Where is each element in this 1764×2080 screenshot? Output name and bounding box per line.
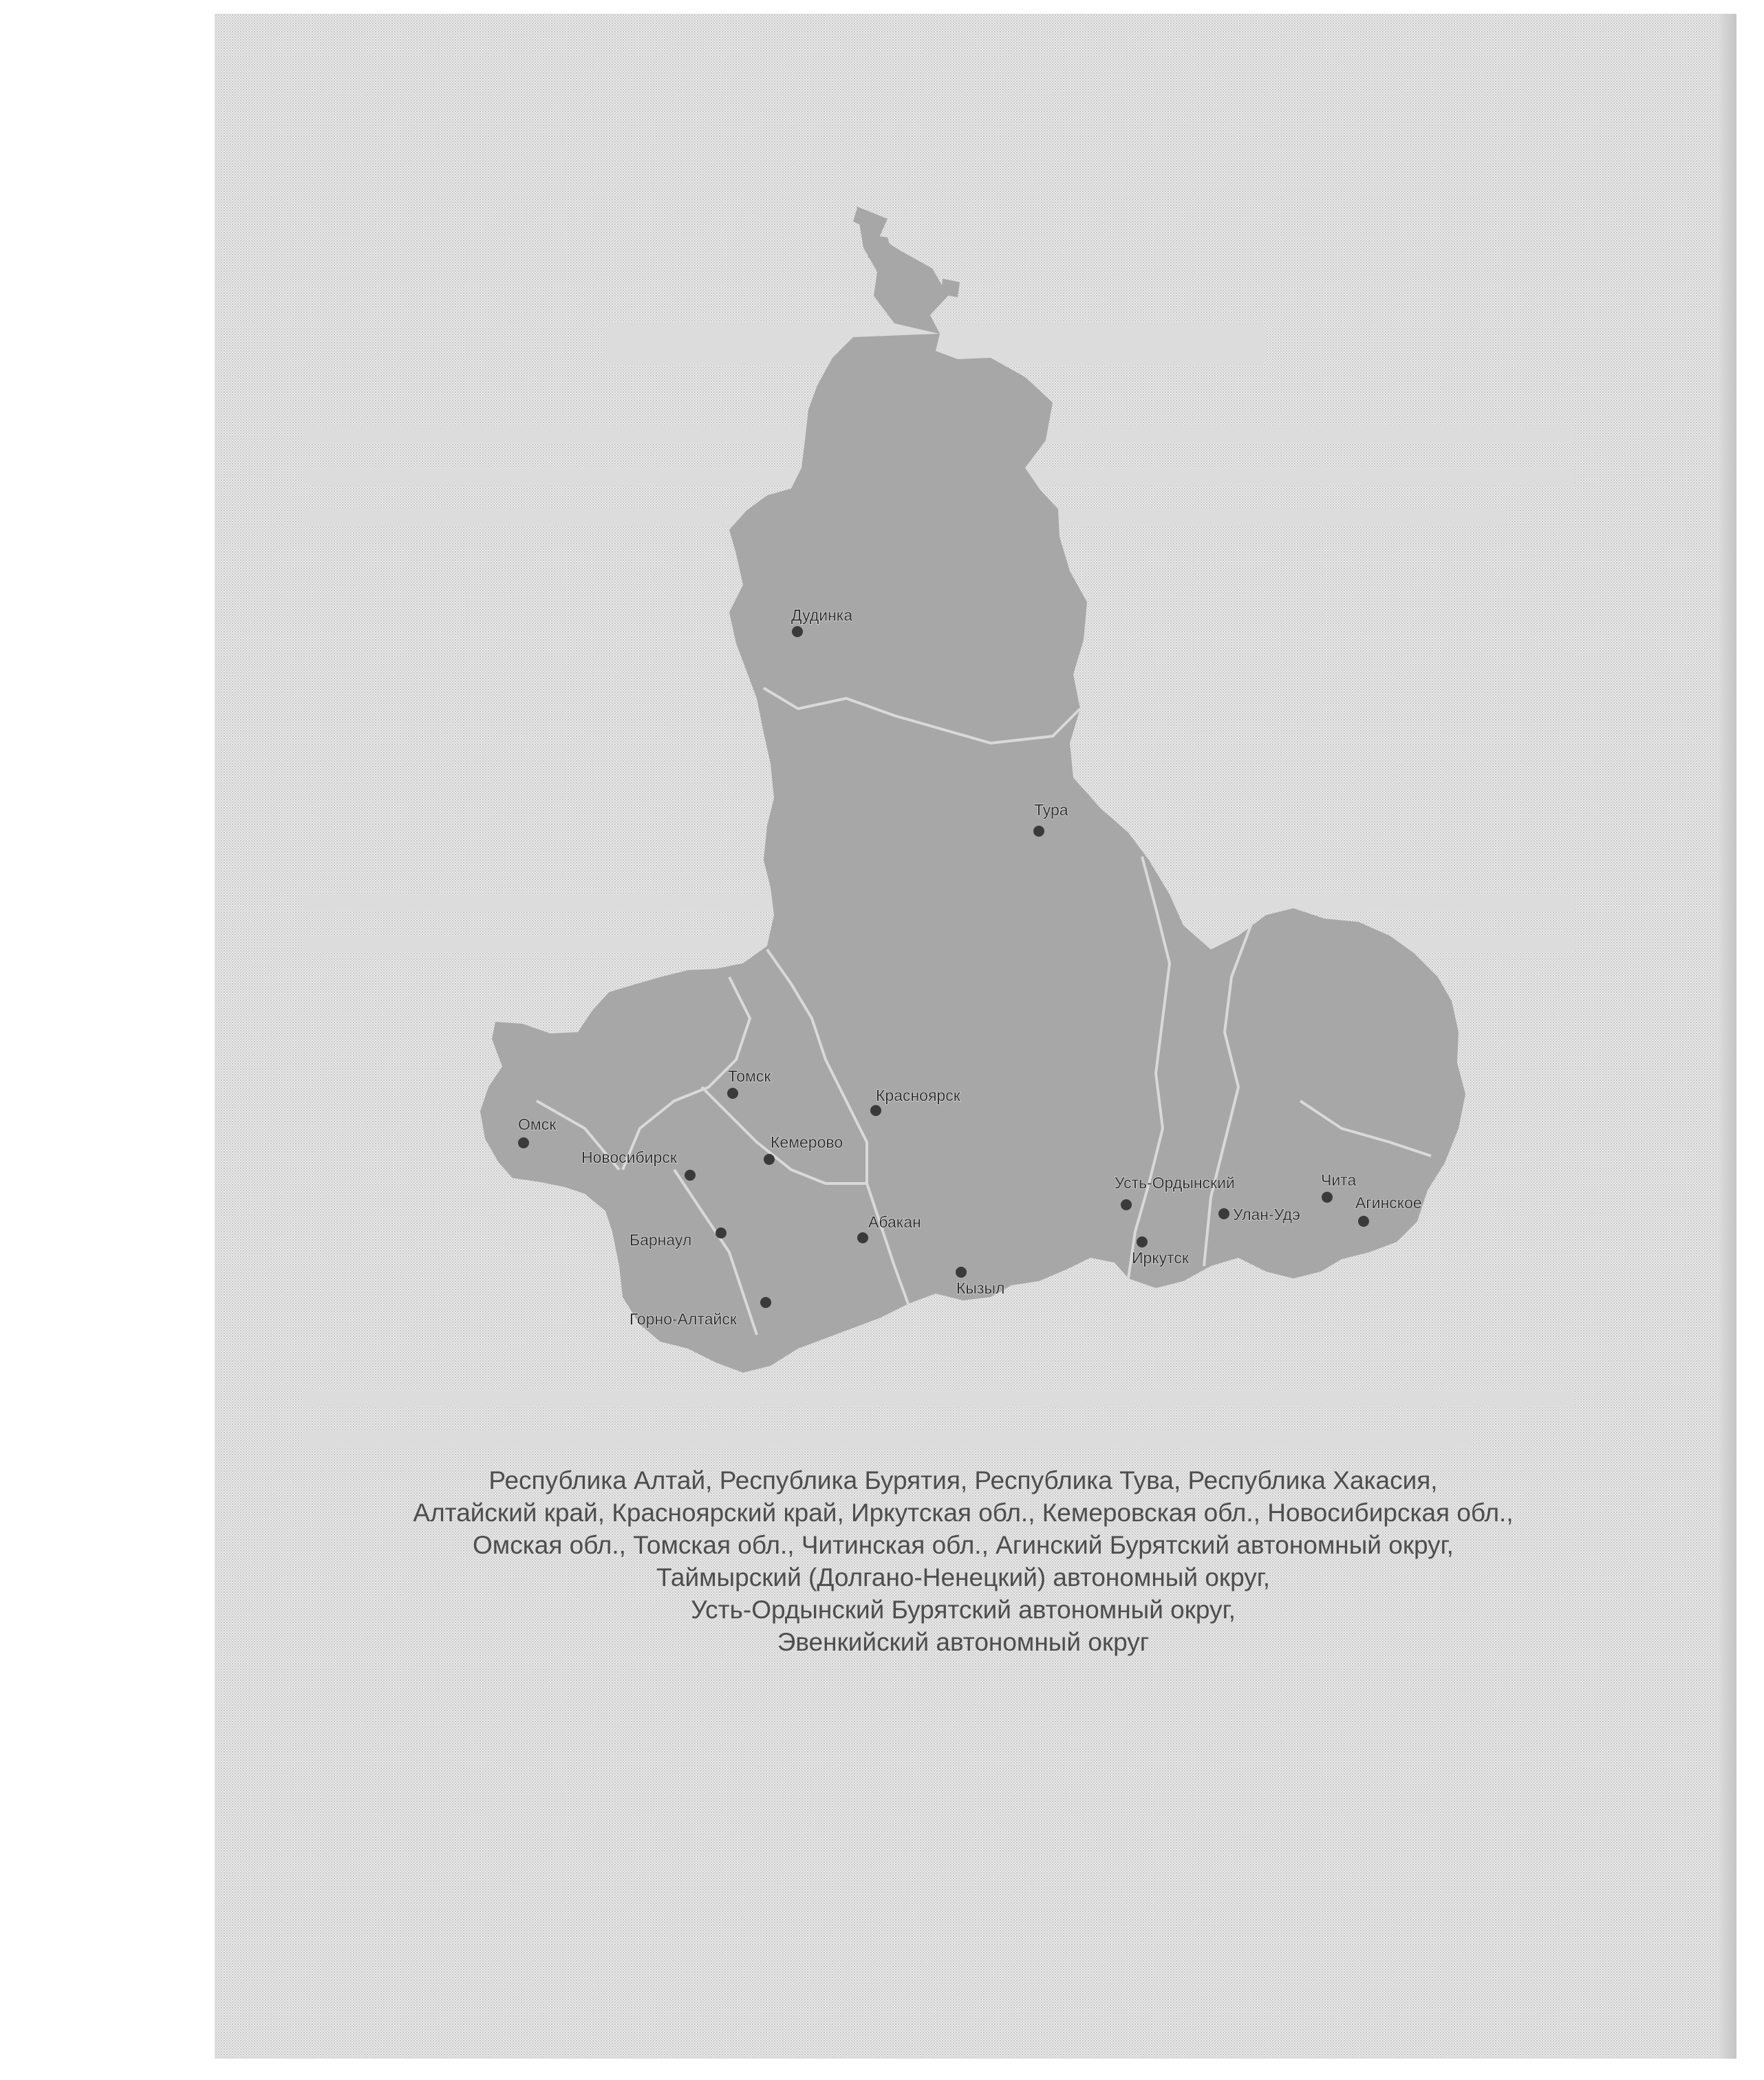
- city-barnaul: [630, 1227, 727, 1249]
- city-label: Тура: [1034, 801, 1068, 819]
- city-label: Барнаул: [630, 1231, 692, 1249]
- caption-line: Усть-Ордынский Бурятский автономный округ,: [691, 1596, 1236, 1624]
- city-ulan-ude: [1218, 1205, 1300, 1223]
- region-caption: [227, 1464, 1699, 1658]
- city-gorno-altaysk: [630, 1297, 771, 1328]
- city-label: Кемерово: [771, 1133, 843, 1151]
- city-marker: [1218, 1208, 1229, 1219]
- city-marker: [1322, 1192, 1333, 1203]
- city-omsk: [518, 1115, 557, 1148]
- city-abakan: [857, 1213, 921, 1243]
- caption-line: Алтайский край, Красноярский край, Иркутская обл., Кемеровская обл., Новосибирская обл.,: [413, 1499, 1514, 1527]
- city-kyzyl: [956, 1267, 1004, 1297]
- city-kemerovo: [764, 1133, 843, 1165]
- city-marker: [1033, 826, 1044, 837]
- city-tura: [1033, 801, 1068, 837]
- city-dudinka: [791, 606, 852, 637]
- city-label: Томск: [728, 1067, 771, 1085]
- city-marker: [792, 626, 803, 637]
- city-krasnoyarsk: [870, 1086, 961, 1116]
- caption-line: Омская обл., Томская обл., Читинская обл., Агинский Бурятский автономный округ,: [473, 1531, 1454, 1559]
- city-novosibirsk: [581, 1148, 696, 1181]
- city-ust-ordynsky: [1115, 1174, 1235, 1210]
- city-marker: [1121, 1199, 1132, 1210]
- city-label: Горно-Алтайск: [630, 1310, 737, 1328]
- city-label: Агинское: [1355, 1194, 1422, 1212]
- city-label: Чита: [1321, 1171, 1357, 1189]
- city-marker: [518, 1137, 529, 1148]
- city-marker: [1137, 1236, 1148, 1247]
- city-aginskoe: [1355, 1194, 1422, 1227]
- city-marker: [727, 1088, 738, 1099]
- city-marker: [870, 1105, 881, 1116]
- city-irkutsk: [1132, 1236, 1190, 1267]
- city-marker: [716, 1227, 727, 1239]
- city-marker: [956, 1267, 967, 1278]
- caption-line: Республика Алтай, Республика Бурятия, Республика Тува, Республика Хакасия,: [488, 1466, 1438, 1494]
- city-label: Омск: [518, 1115, 557, 1133]
- city-tomsk: [727, 1067, 771, 1099]
- city-label: Улан-Удэ: [1233, 1205, 1300, 1223]
- city-marker: [685, 1170, 696, 1181]
- caption-line: Эвенкийский автономный округ: [777, 1628, 1150, 1656]
- city-label: Кызыл: [956, 1279, 1005, 1297]
- city-marker: [1358, 1216, 1369, 1227]
- city-label: Иркутск: [1132, 1249, 1189, 1267]
- city-label: Красноярск: [876, 1086, 960, 1104]
- city-label: Абакан: [868, 1213, 921, 1231]
- city-chita: [1321, 1171, 1356, 1203]
- city-label: Дудинка: [791, 606, 853, 624]
- caption-line: Таймырский (Долгано-Ненецкий) автономный округ,: [656, 1563, 1271, 1591]
- city-marker: [857, 1232, 868, 1243]
- city-marker: [760, 1297, 771, 1308]
- city-label: Новосибирск: [581, 1148, 677, 1166]
- city-label: Усть-Ордынский: [1115, 1174, 1235, 1192]
- city-marker: [764, 1154, 775, 1165]
